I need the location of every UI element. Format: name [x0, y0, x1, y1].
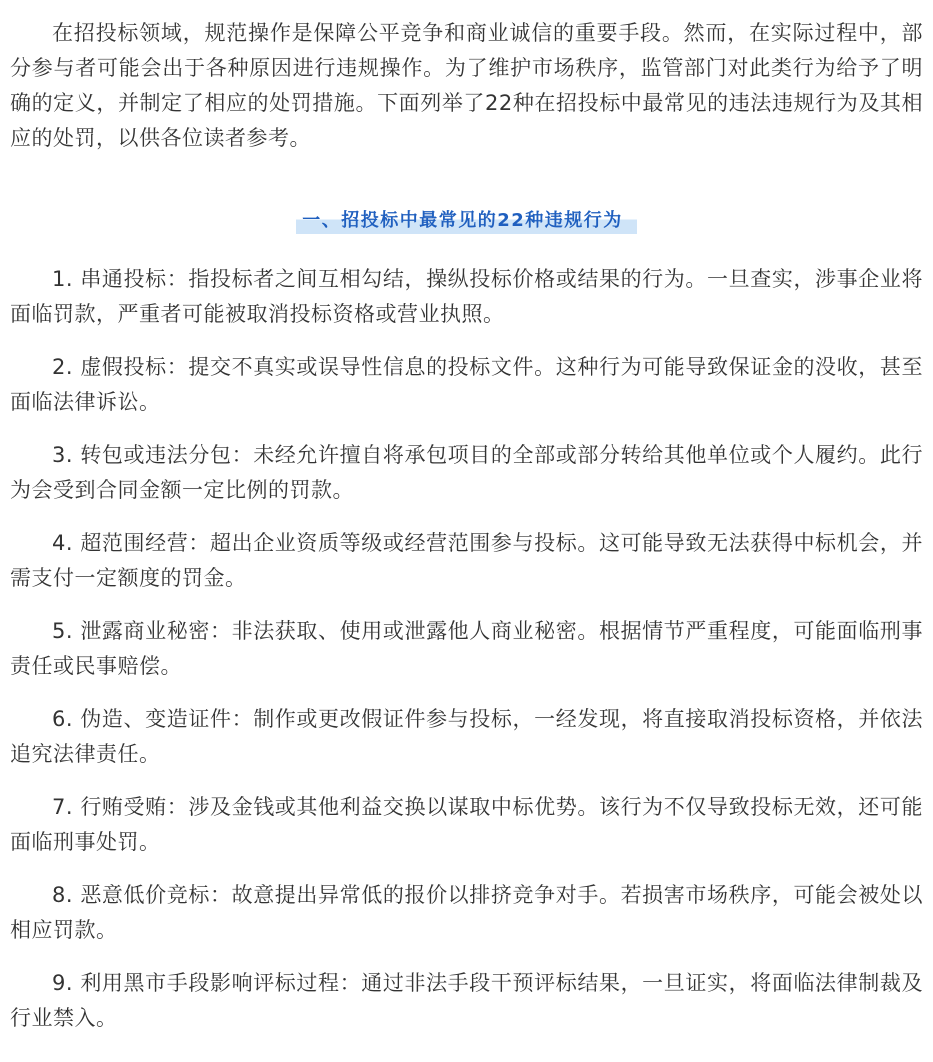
intro-paragraph: 在招投标领域，规范操作是保障公平竞争和商业诚信的重要手段。然而，在实际过程中，部分参与者可能会出于各种原因进行违规操作。为了维护市场秩序，监管部门对此类行为给予了明确的定义，并制定了相应的处罚措施。下面列举了22种在招投标中最常见的违法违规行为及其相应的处罚，以供各位读者参考。: [10, 21, 923, 150]
section-heading-container: [10, 208, 923, 238]
list-item: 3. 转包或违法分包：未经允许擅自将承包项目的全部或部分转给其他单位或个人履约。此行为会受到合同金额一定比例的罚款。: [10, 443, 923, 502]
list-item: 7. 行贿受贿：涉及金钱或其他利益交换以谋取中标优势。该行为不仅导致投标无效，还可能面临刑事处罚。: [10, 795, 923, 854]
list-item: 4. 超范围经营：超出企业资质等级或经营范围参与投标。这可能导致无法获得中标机会，并需支付一定额度的罚金。: [10, 531, 923, 590]
list-item: 5. 泄露商业秘密：非法获取、使用或泄露他人商业秘密。根据情节严重程度，可能面临刑事责任或民事赔偿。: [10, 619, 923, 678]
list-item: 2. 虚假投标：提交不真实或误导性信息的投标文件。这种行为可能导致保证金的没收，甚至面临法律诉讼。: [10, 355, 923, 414]
section-heading: 一、招投标中最常见的22种违规行为: [296, 208, 637, 234]
list-item: 1. 串通投标：指投标者之间互相勾结，操纵投标价格或结果的行为。一旦查实，涉事企业将面临罚款，严重者可能被取消投标资格或营业执照。: [10, 267, 923, 326]
list-item: 6. 伪造、变造证件：制作或更改假证件参与投标，一经发现，将直接取消投标资格，并依法追究法律责任。: [10, 707, 923, 766]
list-item: 8. 恶意低价竞标：故意提出异常低的报价以排挤竞争对手。若损害市场秩序，可能会被处以相应罚款。: [10, 883, 923, 942]
list-item: 9. 利用黑市手段影响评标过程：通过非法手段干预评标结果，一旦证实，将面临法律制裁及行业禁入。: [10, 971, 923, 1030]
